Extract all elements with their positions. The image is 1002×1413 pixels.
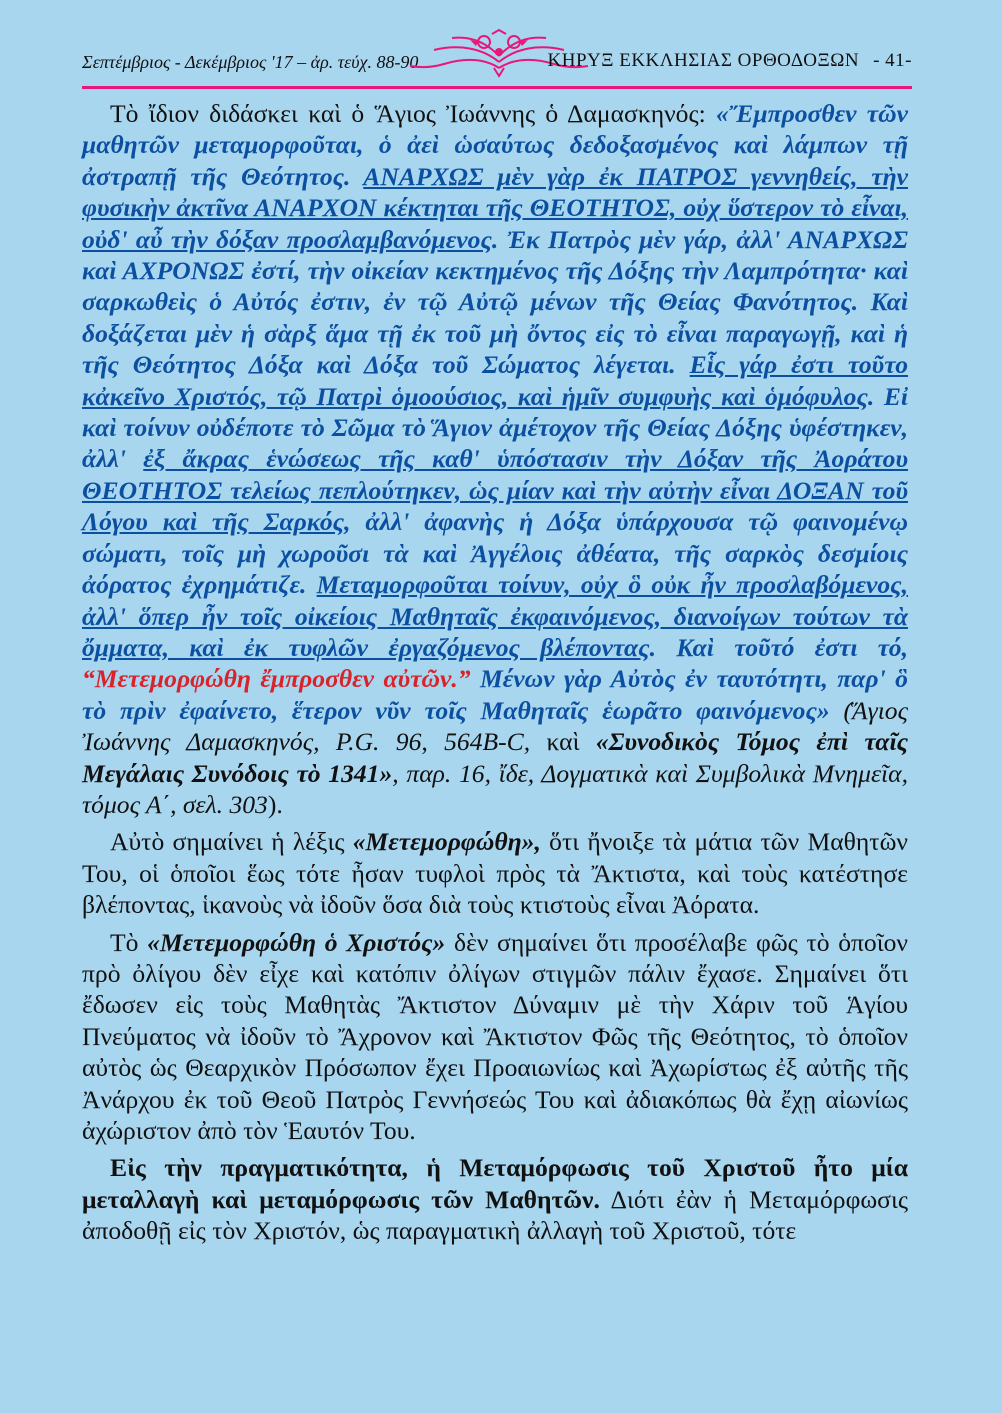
quote-run: «Ἔμπροσθεν τῶν μαθητῶν μεταμορφοῦται, ὁ ἀεὶ ὡσαύτως δεδοξασμένος καὶ λάμπων τῇ ἀστραπῇ τῆς Θεότητος. [82,99,908,191]
text-run: Αὐτὸ σημαίνει ἡ λέξις [110,827,353,857]
quote-run: . Καὶ τοῦτό ἐστι τό, [649,632,908,662]
journal-title: ΚΗΡΥΞ ΕΚΚΛΗΣΙΑΣ ΟΡΘΟΔΟΞΩΝ [547,50,860,71]
quote-run: . Εἰ καὶ τοίνυν οὐδέποτε τὸ Σῶμα τὸ Ἅγιον ἀμέτοχον τῆς Θείας Δόξης ὑφέστηκεν, ἀλλ' [82,381,909,474]
citation-title: «Συνοδικὸς Τόμος ἐπὶ ταῖς Μεγάλαις Συνόδοις τὸ 1341» [82,727,908,788]
paragraph-3 [82,927,908,1147]
quote-run: , ἀλλ' ἀφανὴς ἡ Δόξα ὑπάρχουσα τῷ φαινομένῳ σώματι, τοῖς μὴ χωροῦσι τὰ καὶ Ἀγγέλοις ἀθέατα, τῆς σαρκὸς δεσμίοις ἀόρατος ἐχρημάτιζε. [82,507,908,600]
journal-title-block [548,50,912,72]
text-run: ). [267,789,283,819]
text-run: ὅτι ἤνοιξε τὰ μάτια τῶν Μαθητῶν Του, οἱ ὁποῖοι ἕως τότε ἦσαν τυφλοὶ πρὸς τὰ Ἄκτιστα, καὶ τοὺς κατέστησε βλέποντας, ἱκανοὺς νὰ ἰδοῦν ὅσα διὰ τοὺς κτιστοὺς εἶναι Ἀόρατα. [82,827,908,920]
quote-underlined-run: Μεταμορφοῦται τοίνυν, οὐχ ὃ οὐκ ἦν προσλαβόμενος, ἀλλ' ὅπερ ἦν τοῖς οἰκείοις Μαθηταῖς ἐκφαινόμενος, διανοίγων τούτων τὰ ὄμματα, καὶ ἐκ τυφλῶν ἐργαζόμενος βλέποντας [82,570,908,662]
paragraph-2 [82,826,908,920]
page-header [82,34,912,86]
bold-run: Εἰς τὴν πραγματικότητα, ἡ Μεταμόρφωσις τοῦ Χριστοῦ ἦτο μία μεταλλαγὴ καὶ μεταμόρφωσις τῶν Μαθητῶν. [82,1153,908,1214]
citation-run: , παρ. 16, ἴδε, Δογματικὰ καὶ Συμβολικὰ Μνημεῖα, τόμος Α΄, σελ. 303 [82,758,908,819]
header-rule [82,86,912,89]
quote-underlined-run: ΑΝΑΡΧΩΣ μὲν γὰρ ἐκ ΠΑΤΡΟΣ γεννηθείς, τὴν φυσικὴν ἀκτῖνα ΑΝΑΡΧΟΝ κέκτηται τῆς ΘΕΟΤΗΤΟΣ, οὐχ ὕστερον τὸ εἶναι, οὐδ' αὖ τὴν δόξαν προσλαμβανόμενος [82,161,909,254]
quote-underlined-run: ἐξ ἄκρας ἑνώσεως τῆς καθ' ὑπόστασιν τὴν Δόξαν τῆς Ἀοράτου ΘΕΟΤΗΤΟΣ τελείως πεπλούτηκεν, ὡς μίαν καὶ τὴν αὐτὴν εἶναι ΔΟΞΑΝ τοῦ Λόγου καὶ τῆς Σαρκός [82,444,908,537]
highlight-quote: “Μετεμορφώθη ἔμπροσθεν αὐτῶν.” [82,664,471,694]
emphasis-run: «Μετεμορφώθη», [352,827,541,857]
quote-run: . Ἐκ Πατρὸς μὲν γάρ, ἀλλ' ΑΝΑΡΧΩΣ καὶ ΑΧΡΟΝΩΣ ἐστί, τὴν οἰκείαν κεκτημένος τῆς Δόξης τὴν Λαμπρότητα· καὶ σαρκωθεὶς ὁ Αὐτός ἐστιν, ἐν τῷ Αὐτῷ μένων τῆς Θείας Φανότητος. Καὶ δοξάζεται μὲν ἡ σὰρξ ἅμα τῇ ἐκ τοῦ μὴ ὄντος εἰς τὸ εἶναι παραγωγῇ, καὶ ἡ τῆς Θεότητος Δόξα καὶ Δόξα τοῦ Σώματος λέγεται. [82,224,908,380]
text-run: Τὸ [110,927,148,957]
quote-underlined-run: Εἷς γάρ ἐστι τοῦτο κἀκεῖνο Χριστός, τῷ Πατρὶ ὁμοούσιος, καὶ ἡμῖν συμφυὴς καὶ ὁμόφυλος [82,350,908,411]
text-run: Τὸ ἴδιον διδάσκει καὶ ὁ Ἅγιος Ἰωάννης ὁ Δαμασκηνός: [110,99,716,128]
text-run: δὲν σημαίνει ὅτι προσέλαβε φῶς τὸ ὁποῖον πρὸ ὀλίγου δὲν εἶχε καὶ κατόπιν ὀλίγων στιγμῶν πάλιν ἔχασε. Σημαίνει ὅτι ἔδωσεν εἰς τοὺς Μαθητὰς Ἄκτιστον Δύναμιν μὲ τὴν Χάριν τοῦ Ἁγίου Πνεύματος νὰ ἰδοῦν τὸ Ἄχρονον καὶ Ἄκτιστον Φῶς τῆς Θεότητος, τὸ ὁποῖον αὐτὸς ὡς Θεαρχικὸν Πρόσωπον ἔχει Προαιωνίως καὶ Ἀχωρίστως ἐξ αὐτῆς τῆς Ἀνάρχου ἐκ τοῦ Θεοῦ Πατρὸς Γεννήσεώς Του καὶ ἀδιακόπως θὰ ἔχῃ αἰωνίως ἀχώριστον ἀπὸ τὸν Ἑαυτόν Του. [82,927,908,1145]
citation-run: (Ἅγιος Ἰωάννης Δαμασκηνός, P.G. 96, 564B-C, [82,695,908,757]
text-run: καὶ [546,727,596,757]
text-run: Διότι ἐὰν ἡ Μεταμόρφωσις ἀποδοθῇ εἰς τὸν Χριστόν, ὡς παραγματικὴ ἀλλαγὴ τοῦ Χριστοῦ, τότε [82,1184,908,1246]
quote-run: Μένων γὰρ Αὐτὸς ἐν ταυτότητι, παρ' ὃ τὸ πρὶν ἐφαίνετο, ἕτερον νῦν τοῖς Μαθηταῖς ἑωρᾶτο φαινόμενος» [82,664,908,725]
article-body [82,98,908,1253]
page-number: - 41- [873,50,912,71]
paragraph-4 [82,1152,908,1246]
issue-info: Σεπτέμβριος - Δεκέμβριος '17 – ἀρ. τεύχ. 88-90 [82,52,419,72]
paragraph-1 [82,98,908,820]
emphasis-run: «Μετεμορφώθη ὁ Χριστός» [147,927,446,957]
